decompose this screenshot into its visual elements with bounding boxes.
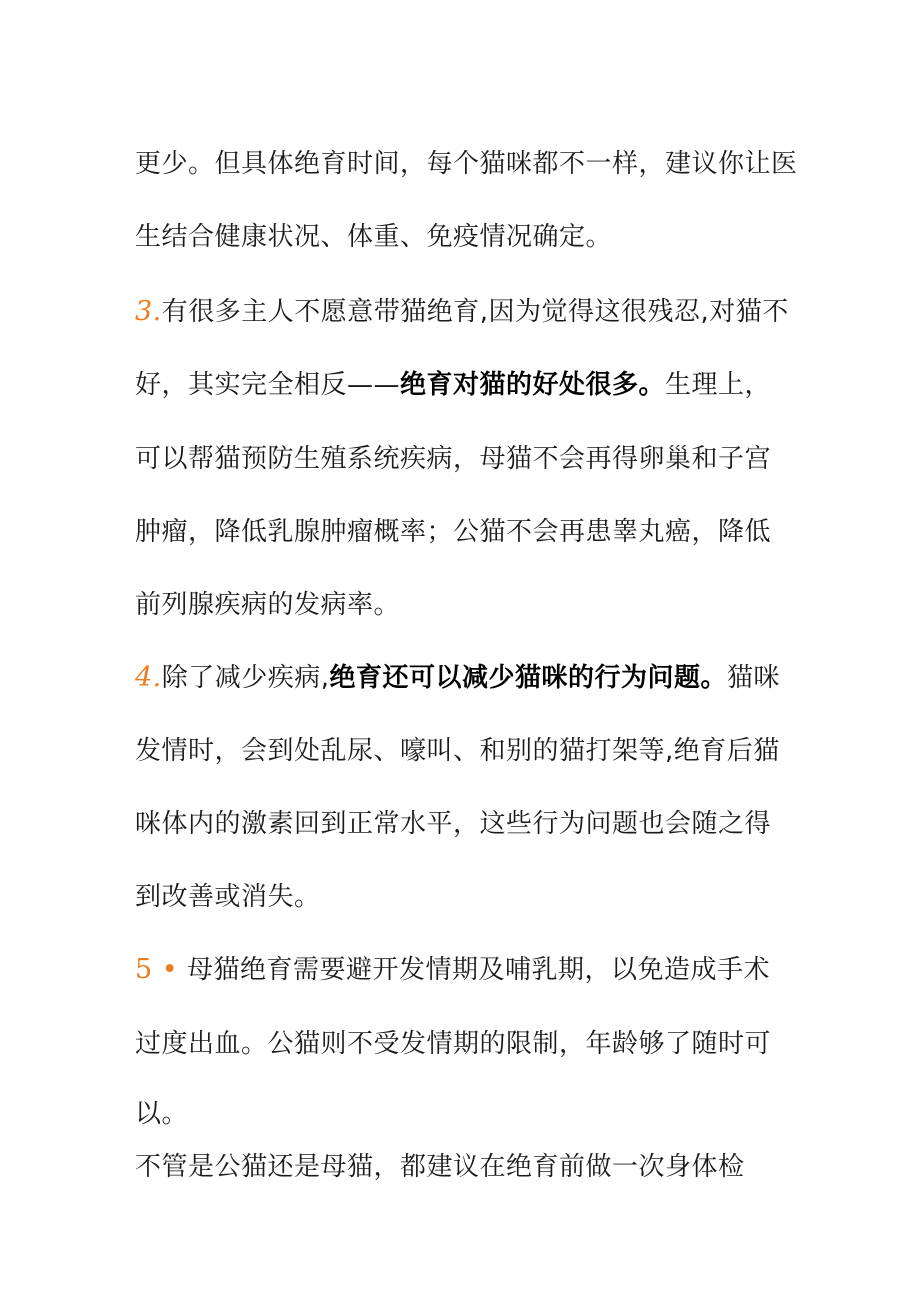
item-3-line-1: 3.有很多主人不愿意带猫绝育,因为觉得这很残忍,对猫不: [135, 296, 789, 327]
list-number-4: 4.: [135, 662, 162, 693]
item-4-line-1: 4.除了减少疾病,绝育还可以减少猫咪的行为问题。猫咪: [135, 662, 781, 693]
paragraph-line: 到改善或消失。: [135, 882, 321, 912]
item-5-line-1: 5 • 母猫绝育需要避开发情期及哺乳期，以免造成手术: [135, 954, 770, 985]
paragraph-line: 可以帮猫预防生殖系统疾病，母猫不会再得卵巢和子宫: [135, 444, 772, 474]
paragraph-line: 前列腺疾病的发病率。: [135, 590, 401, 620]
paragraph-line: 以。: [135, 1099, 189, 1129]
paragraph-line: 过度出血。公猫则不受发情期的限制，年龄够了随时可: [135, 1029, 772, 1059]
paragraph-line: 不管是公猫还是母猫，都建议在绝育前做一次身体检: [135, 1152, 745, 1182]
list-number-5: 5 •: [135, 954, 179, 985]
paragraph-line: 咪体内的激素回到正常水平，这些行为问题也会随之得: [135, 809, 772, 839]
paragraph-line: 生结合健康状况、体重、免疫情况确定。: [135, 222, 613, 252]
bold-emphasis: 绝育对猫的好处很多。: [400, 370, 666, 400]
list-number-3: 3.: [135, 296, 162, 327]
item-3-line-2: 好，其实完全相反——绝育对猫的好处很多。生理上，: [135, 370, 772, 400]
paragraph-line: 发情时，会到处乱尿、嚎叫、和别的猫打架等,绝育后猫: [135, 736, 780, 766]
paragraph-line: 更少。但具体绝育时间，每个猫咪都不一样，建议你让医: [135, 149, 798, 179]
bold-emphasis: 绝育还可以减少猫咪的行为问题。: [329, 663, 728, 693]
paragraph-line: 肿瘤，降低乳腺肿瘤概率；公猫不会再患睾丸癌，降低: [135, 517, 772, 547]
